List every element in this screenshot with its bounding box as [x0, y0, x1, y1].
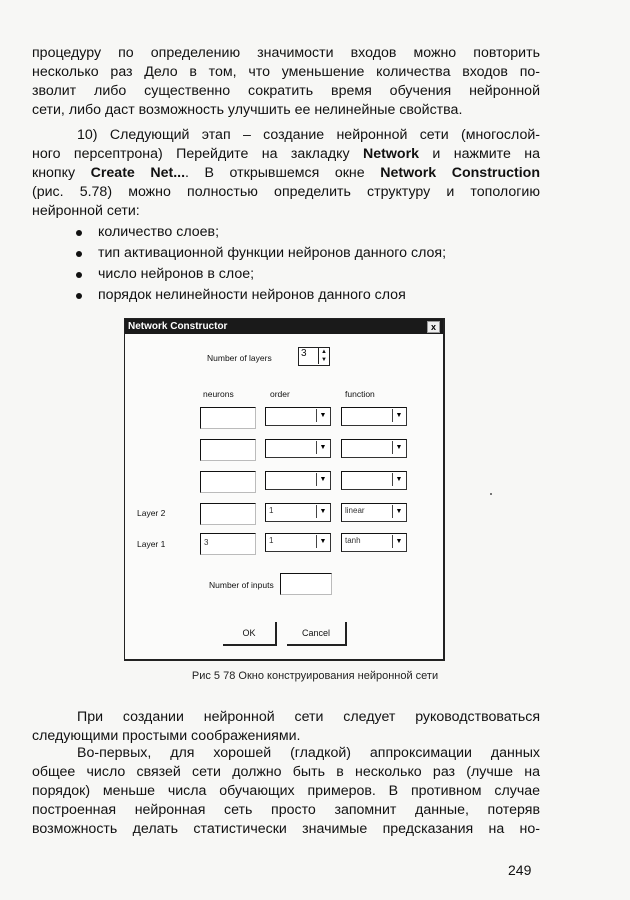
- text-line: возможность делать статистически значимые предсказания на но-: [32, 821, 540, 837]
- layer-1-label: Layer 1: [137, 539, 166, 549]
- chevron-down-icon[interactable]: ▼: [392, 473, 405, 486]
- text-line: процедуру по определению значимости входов можно повторить: [32, 45, 540, 61]
- number-of-inputs-label: Number of inputs: [209, 580, 274, 590]
- network-tab-ref: Network: [363, 146, 419, 162]
- spin-up-icon[interactable]: ▲: [318, 348, 329, 356]
- chevron-down-icon[interactable]: ▼: [392, 441, 405, 454]
- scan-speck: [490, 493, 492, 495]
- function-select[interactable]: [341, 407, 407, 426]
- function-select[interactable]: [341, 471, 407, 490]
- column-header-order: order: [270, 389, 290, 399]
- order-select[interactable]: 1 ▼: [265, 503, 331, 522]
- text-line: сети, либо даст возможность улучшить ее нелинейные свойства.: [32, 102, 463, 118]
- paragraph-4: [32, 744, 540, 839]
- text-line: зволит либо существенно сократить время обучения нейронной: [32, 83, 540, 99]
- dialog-title: Network Constructor: [128, 321, 228, 332]
- order-select[interactable]: [265, 439, 331, 458]
- text-line: (рис. 5.78) можно полностью определить структуру и топологию: [32, 184, 540, 200]
- bullet-list: [32, 222, 540, 306]
- paragraph-2: [32, 126, 540, 221]
- list-item: число нейронов в слое;: [32, 264, 540, 285]
- layer-2-label: Layer 2: [137, 508, 166, 518]
- chevron-down-icon[interactable]: ▼: [316, 473, 329, 486]
- spin-down-icon[interactable]: ▼: [318, 356, 329, 364]
- text-line: ного персептрона) Перейдите на закладку Network и нажмите на: [32, 146, 541, 162]
- column-header-function: function: [345, 389, 375, 399]
- list-item: порядок нелинейности нейронов данного слоя: [32, 285, 540, 306]
- order-select[interactable]: [265, 471, 331, 490]
- order-select[interactable]: [265, 407, 331, 426]
- column-header-neurons: neurons: [203, 389, 234, 399]
- neurons-input[interactable]: [200, 471, 256, 493]
- close-icon[interactable]: x: [427, 321, 440, 333]
- order-select[interactable]: 1 ▼: [265, 533, 331, 552]
- text-line: следующими простыми соображениями.: [32, 728, 301, 744]
- chevron-down-icon[interactable]: ▼: [392, 535, 405, 548]
- paragraph-3: [32, 708, 540, 746]
- chevron-down-icon[interactable]: ▼: [392, 409, 405, 422]
- list-item: тип активационной функции нейронов данного слоя;: [32, 243, 540, 264]
- neurons-input[interactable]: [200, 407, 256, 429]
- function-select[interactable]: [341, 439, 407, 458]
- text-line: построенная нейронная сеть просто запомнит данные, потеряв: [32, 802, 540, 818]
- network-constructor-dialog: [124, 318, 445, 661]
- page-number: 249: [508, 862, 532, 878]
- text-line: кнопку Create Net.... В открывшемся окне Network Construction: [32, 165, 540, 181]
- text-line: нейронной сети:: [32, 203, 140, 219]
- list-item: количество слоев;: [32, 222, 540, 243]
- text-line: 10) Следующий этап – создание нейронной сети (многослой-: [77, 127, 540, 143]
- network-construction-ref: Network Construction: [380, 165, 540, 181]
- function-select[interactable]: linear ▼: [341, 503, 407, 522]
- text-line: общее число связей сети должно быть в несколько раз (лучше на: [32, 764, 540, 780]
- neurons-input[interactable]: 3: [200, 533, 256, 555]
- chevron-down-icon[interactable]: ▼: [392, 505, 405, 518]
- ok-button[interactable]: OK: [223, 622, 277, 646]
- create-net-ref: Create Net...: [90, 165, 186, 181]
- text-line: При создании нейронной сети следует руководствоваться: [77, 709, 540, 725]
- number-of-layers-value: 3: [301, 348, 307, 359]
- chevron-down-icon[interactable]: ▼: [316, 409, 329, 422]
- number-of-inputs-input[interactable]: [280, 573, 332, 595]
- function-select[interactable]: tanh ▼: [341, 533, 407, 552]
- neurons-input[interactable]: [200, 503, 256, 525]
- chevron-down-icon[interactable]: ▼: [316, 441, 329, 454]
- paragraph-1: [32, 44, 540, 120]
- text-line: Во-первых, для хорошей (гладкой) аппроксимации данных: [77, 745, 540, 761]
- text-line: несколько раз Дело в том, что уменьшение количества входов по-: [32, 64, 540, 80]
- number-of-layers-spinner[interactable]: [298, 347, 330, 366]
- chevron-down-icon[interactable]: ▼: [316, 505, 329, 518]
- neurons-input[interactable]: [200, 439, 256, 461]
- chevron-down-icon[interactable]: ▼: [316, 535, 329, 548]
- figure-caption: Рис 5 78 Окно конструирования нейронной сети: [191, 670, 439, 682]
- text-line: порядок) меньше числа обучающих примеров. В противном случае: [32, 783, 540, 799]
- cancel-button[interactable]: Cancel: [287, 622, 347, 646]
- number-of-layers-label: Number of layers: [207, 353, 272, 363]
- dialog-titlebar: [125, 319, 443, 334]
